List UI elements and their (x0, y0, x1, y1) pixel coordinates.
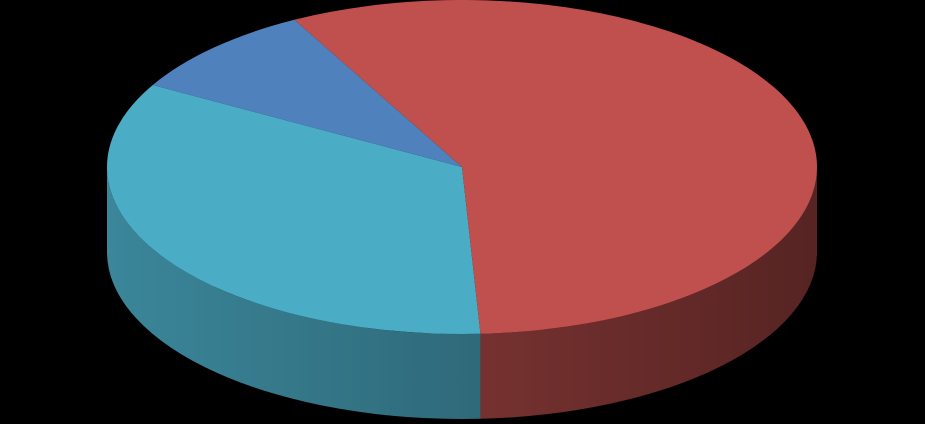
pie-tops (107, 0, 817, 334)
